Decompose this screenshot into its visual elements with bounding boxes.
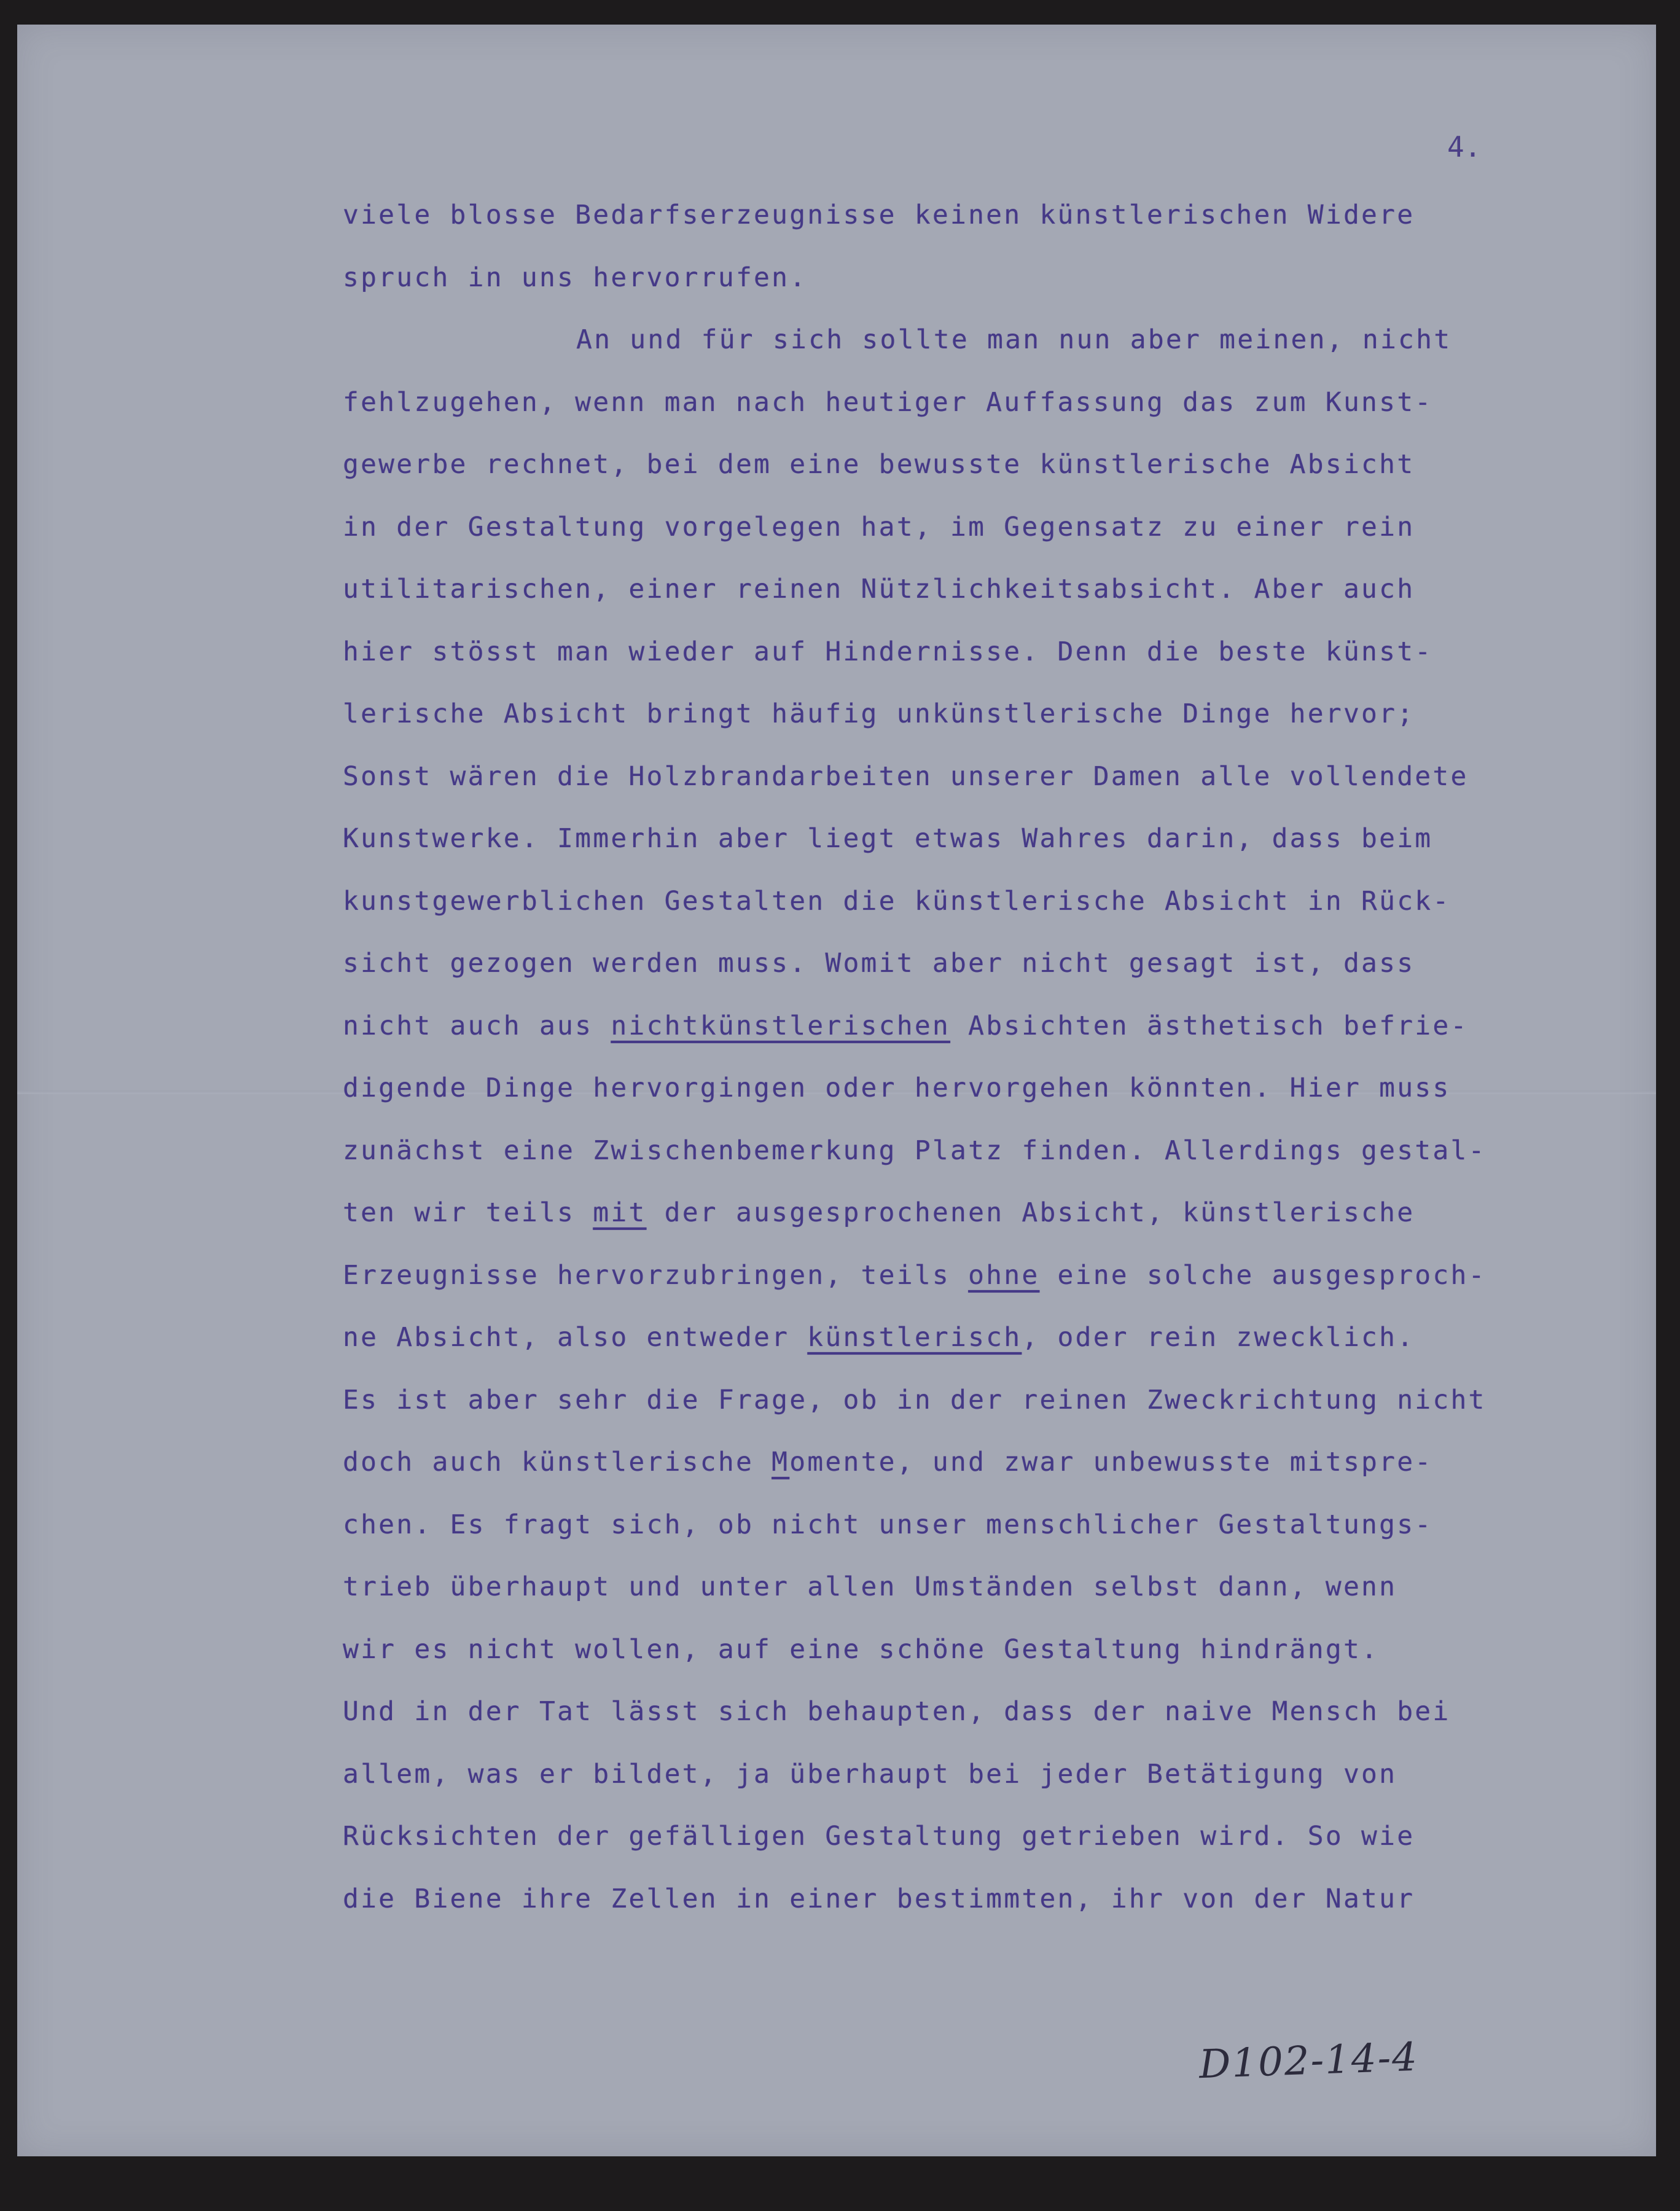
text-segment: viele blosse Bedarfserzeugnisse keinen künstlerischen Widere [343, 200, 1415, 230]
page-number: 4. [1447, 130, 1482, 163]
underlined-word: M [772, 1447, 790, 1477]
underlined-word: mit [593, 1197, 647, 1228]
text-segment: der ausgesprochenen Absicht, künstlerische [646, 1197, 1415, 1228]
text-line [343, 746, 1639, 808]
text-segment: allem, was er bildet, ja überhaupt bei jeder Betätigung von [343, 1758, 1397, 1790]
underlined-word: ohne [968, 1259, 1040, 1291]
text-line [343, 1245, 1639, 1307]
text-line [343, 1057, 1639, 1120]
text-segment: trieb überhaupt und unter allen Umständen selbst dann, wenn [343, 1571, 1397, 1602]
text-line [343, 808, 1639, 871]
text-segment: in der Gestaltung vorgelegen hat, im Gegensatz zu einer rein [343, 511, 1415, 542]
text-segment: hier stösst man wieder auf Hindernisse. Denn die beste künst- [343, 636, 1433, 667]
text-line [343, 1806, 1639, 1868]
text-segment: ne Absicht, also entweder [343, 1322, 808, 1353]
archive-reference-handwritten: D102-14-4 [1198, 2034, 1420, 2088]
text-segment: utilitarischen, einer reinen Nützlichkeitsabsicht. Aber auch [343, 574, 1415, 605]
text-segment: Rücksichten der gefälligen Gestaltung getrieben wird. So wie [343, 1821, 1415, 1852]
text-line [343, 1743, 1639, 1806]
text-segment: ten wir teils [343, 1197, 593, 1228]
text-line [343, 1120, 1639, 1183]
text-segment: Erzeugnisse hervorzubringen, teils [343, 1259, 969, 1291]
text-segment: sicht gezogen werden muss. Womit aber nicht gesagt ist, dass [343, 948, 1415, 979]
underlined-word: künstlerisch [807, 1322, 1022, 1353]
text-line [343, 247, 1639, 310]
text-line [343, 372, 1639, 434]
text-line [343, 496, 1639, 559]
text-line [343, 1619, 1639, 1681]
text-segment: eine solche ausgesproch- [1039, 1259, 1487, 1291]
text-segment: gewerbe rechnet, bei dem eine bewusste künstlerische Absicht [343, 449, 1415, 480]
text-line [343, 184, 1639, 247]
underlined-word: nichtkünstlerischen [611, 1010, 951, 1041]
text-line [343, 1369, 1639, 1432]
text-line [343, 434, 1639, 496]
text-line [343, 309, 1639, 372]
text-segment: doch auch künstlerische [343, 1447, 772, 1477]
text-segment: zunächst eine Zwischenbemerkung Platz finden. Allerdings gestal- [343, 1135, 1487, 1166]
text-segment: nicht auch aus [343, 1010, 611, 1041]
text-line [343, 1868, 1639, 1931]
text-segment: Absichten ästhetisch befrie- [950, 1010, 1469, 1041]
text-line [343, 1182, 1639, 1245]
text-segment: chen. Es fragt sich, ob nicht unser menschlicher Gestaltungs- [343, 1509, 1433, 1540]
text-line [343, 1494, 1639, 1557]
text-segment: Kunstwerke. Immerhin aber liegt etwas Wahres darin, dass beim [343, 823, 1433, 854]
text-segment: Und in der Tat lässt sich behaupten, dass der naive Mensch bei [343, 1696, 1451, 1727]
text-line [343, 683, 1639, 746]
text-segment: An und für sich sollte man nun aber meinen, nicht [576, 324, 1452, 355]
text-segment: lerische Absicht bringt häufig unkünstlerische Dinge hervor; [343, 699, 1415, 729]
text-segment: kunstgewerblichen Gestalten die künstlerische Absicht in Rück- [343, 885, 1451, 917]
text-line [343, 1431, 1639, 1494]
text-line [343, 995, 1639, 1058]
text-line [343, 1556, 1639, 1619]
text-line [343, 621, 1639, 684]
text-segment: Sonst wären die Holzbrandarbeiten unserer Damen alle vollendete [343, 761, 1469, 792]
text-segment: spruch in uns hervorrufen. [343, 262, 808, 293]
text-line [343, 1681, 1639, 1743]
text-segment: omente, und zwar unbewusste mitspre- [789, 1447, 1433, 1477]
typed-body-text [343, 184, 1639, 1930]
text-segment: digende Dinge hervorgingen oder hervorgehen könnten. Hier muss [343, 1073, 1451, 1103]
text-segment: Es ist aber sehr die Frage, ob in der reinen Zweckrichtung nicht [343, 1384, 1487, 1415]
text-line [343, 1307, 1639, 1369]
text-segment: fehlzugehen, wenn man nach heutiger Auffassung das zum Kunst- [343, 386, 1433, 418]
text-line [343, 558, 1639, 621]
text-line [343, 933, 1639, 995]
text-segment: die Biene ihre Zellen in einer bestimmten, ihr von der Natur [343, 1883, 1415, 1914]
text-segment: wir es nicht wollen, auf eine schöne Gestaltung hindrängt. [343, 1634, 1380, 1665]
text-segment: , oder rein zwecklich. [1022, 1322, 1415, 1353]
text-line [343, 871, 1639, 933]
